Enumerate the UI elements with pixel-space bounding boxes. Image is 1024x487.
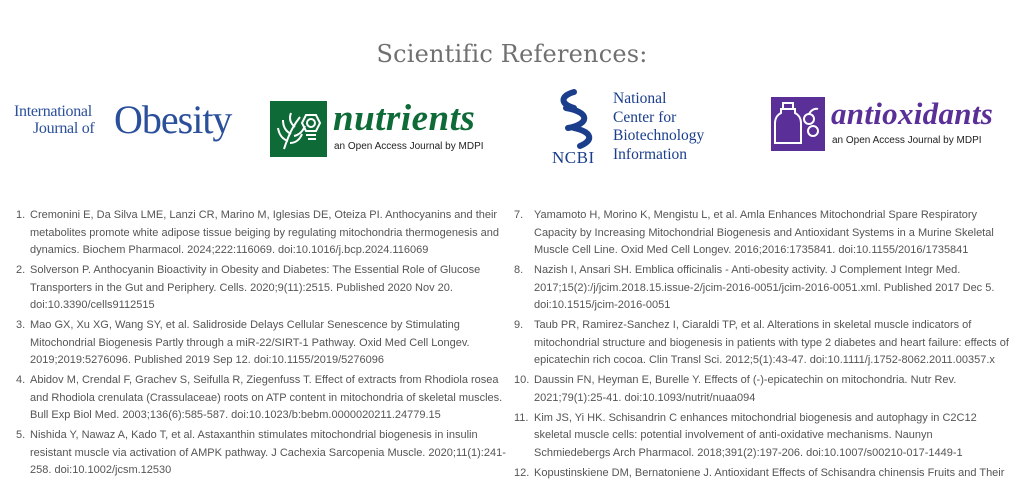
reference-item (514, 410, 1010, 463)
reference-text: Yamamoto H, Morino K, Mengistu L, et al. Amla Enhances Mitochondrial Spare Respiratory Capacity by Increasing Mitochondrial Biogenesis and Antioxidant Systems in a Murine Skeletal Muscle Cell Line. Oxid Med Cell Longev. 2016;2016:1735841. doi:10.1155/2016/1735841 (534, 209, 994, 256)
reference-text: Nishida Y, Nawaz A, Kado T, et al. Astaxanthin stimulates mitochondrial biogenesis in insulin resistant muscle via activation of AMPK pathway. J Cachexia Sarcopenia Muscle. 2020;11(1):241-258. doi:10.1002/jcsm.12530 (30, 429, 506, 476)
reference-text: Kim JS, Yi HK. Schisandrin C enhances mitochondrial biogenesis and autophagy in C2C12 skeletal muscle cells: potential involvement of anti-oxidative mechanisms. Naunyn Schmiedebergs Arch Pharmacol. 2018;391(2):197-206. doi:10.1007/s00210-017-1449-1 (534, 411, 977, 459)
ncbi-logo[interactable] (552, 88, 727, 166)
ncbi-line: Biotechnology (613, 127, 705, 144)
reference-text: Cremonini E, Da Silva LME, Lanzi CR, Marino M, Iglesias DE, Oteiza PI. Anthocyanins and their metabolites promote white adipose tissue beiging by regulating mitochondria thermogenesis and dynamics. Biochem Pharmacol. 2024;222:116069. doi:10.1016/j.bcp.2024.116069 (30, 209, 499, 256)
nutrients-logo-name: nutrients (333, 98, 476, 139)
antioxidants-bottle-icon (771, 97, 825, 151)
reference-number: 10. (514, 374, 530, 386)
ijo-logo-title: Obesity (114, 97, 232, 142)
reference-text: Mao GX, Xu XG, Wang SY, et al. Salidroside Delays Cellular Senescence by Stimulating Mitochondrial Biogenesis Partly through a miR-22/SIRT-1 Pathway. Oxid Med Cell Longev. 2019;2019:5276096. Published 2019 Sep 12. doi:10.1155/2019/5276096 (30, 319, 470, 366)
reference-item (16, 207, 506, 260)
reference-text: Kopustinskiene DM, Bernatoniene J. Antioxidant Effects of Schisandra chinensis Fruits and Their (534, 466, 1005, 479)
reference-item (514, 207, 1010, 260)
antioxidants-logo-name: antioxidants (831, 96, 994, 131)
ncbi-line: Center for (613, 108, 677, 126)
nutrients-leaf-icon (270, 101, 327, 157)
ncbi-helix-icon (554, 88, 604, 150)
ijo-logo[interactable] (14, 98, 250, 148)
ncbi-line: National (613, 90, 667, 107)
antioxidants-logo-subtitle: an Open Access Journal by MDPI (832, 135, 982, 146)
reference-number: 8. (514, 264, 524, 276)
reference-item (16, 317, 506, 370)
reference-number: 12. (514, 466, 530, 479)
ncbi-logo-abbr: NCBI (552, 148, 595, 167)
reference-item (514, 317, 1010, 370)
references-list-left (16, 207, 506, 482)
reference-text: Daussin FN, Heyman E, Burelle Y. Effects of (-)-epicatechin on mitochondria. Nutr Rev. 2021;79(1):25-41. doi:10.1093/nutrit/nuaa094 (534, 374, 957, 404)
reference-number: 1. (16, 209, 26, 221)
reference-number: 5. (16, 429, 26, 441)
ijo-logo-line1: International (14, 103, 92, 120)
reference-item (514, 262, 1010, 315)
reference-text: Nazish I, Ansari SH. Emblica officinalis - Anti-obesity activity. J Complement Integr Med. 2017;15(2):/j/jcim.2018.15.issue-2/jcim-2016-0051/jcim-2016-0051.xml. Published 2017 Dec 5. doi:10.1515/jcim-2016-0051 (534, 264, 995, 311)
reference-item (16, 372, 506, 425)
nutrients-logo-subtitle: an Open Access Journal by MDPI (334, 141, 484, 152)
reference-item (16, 262, 506, 315)
antioxidants-logo[interactable] (771, 97, 996, 153)
reference-item (16, 427, 506, 480)
reference-text: Taub PR, Ramirez-Sanchez I, Ciaraldi TP, et al. Alterations in skeletal muscle indicators of mitochondrial structure and biogenesis in patients with type 2 diabetes and heart failure: effects of epicatechin rich cocoa. Clin Transl Sci. 2012;5(1):43-47. doi:10.1111/j.1752-8062.2011.00357.x (534, 319, 1009, 366)
reference-number: 9. (514, 319, 524, 331)
reference-item (514, 465, 1010, 483)
reference-number: 3. (16, 319, 26, 331)
references-list-right (514, 207, 1010, 485)
reference-number: 4. (16, 374, 26, 386)
ijo-logo-line2: Journal of (33, 120, 95, 137)
nutrients-logo[interactable] (270, 98, 495, 157)
reference-number: 2. (16, 264, 26, 276)
reference-text: Abidov M, Crendal F, Grachev S, Seifulla R, Ziegenfuss T. Effect of extracts from Rhodiola rosea and Rhodiola crenulata (Crassulaceae) roots on ATP content in mitochondria of skeletal muscles. Bull Exp Biol Med. 2003;136(6):585-587. doi:10.1023/b:bebm.0000020211.24779.15 (30, 374, 503, 421)
reference-number: 7. (514, 209, 524, 221)
ncbi-logo-fullname (613, 90, 704, 164)
reference-number: 11. (514, 411, 529, 424)
reference-item (514, 372, 1010, 407)
page-title: Scientific References: (376, 40, 648, 68)
reference-text: Solverson P. Anthocyanin Bioactivity in Obesity and Diabetes: The Essential Role of Glucose Transporters in the Gut and Periphery. Cells. 2020;9(11):2515. Published 2020 Nov 20. doi:10.3390/cells9112515 (30, 264, 481, 311)
ncbi-line: Information (613, 145, 688, 163)
